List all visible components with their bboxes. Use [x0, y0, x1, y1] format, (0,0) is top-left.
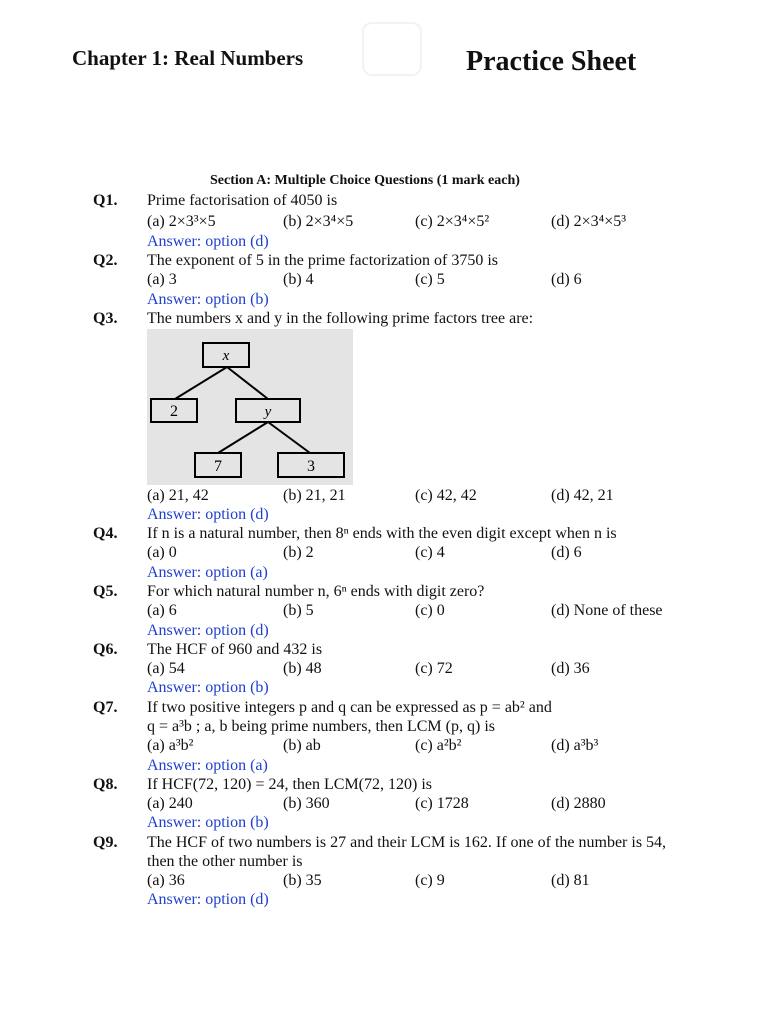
option-a: (a) 36 — [147, 872, 185, 889]
option-d: (d) 6 — [551, 544, 582, 561]
option-a: (a) 0 — [147, 544, 177, 561]
answer: Answer: option (b) — [147, 291, 269, 308]
option-d: (d) 6 — [551, 271, 582, 288]
question-text-line2: then the other number is — [147, 853, 303, 870]
question-text: If two positive integers p and q can be expressed as p = ab² and — [147, 699, 552, 716]
question-text: The HCF of two numbers is 27 and their LCM is 162. If one of the number is 54, — [147, 834, 667, 851]
option-a: (a) 54 — [147, 660, 185, 677]
option-a: (a) 2×3³×5 — [147, 213, 216, 230]
answer: Answer: option (d) — [147, 233, 269, 250]
question-number: Q4. — [93, 525, 118, 542]
question-number: Q7. — [93, 699, 118, 716]
answer: Answer: option (b) — [147, 814, 269, 831]
option-a: (a) a³b² — [147, 737, 194, 754]
question-text: Prime factorisation of 4050 is — [147, 192, 338, 209]
option-b: (b) 48 — [283, 660, 322, 677]
question-text: The numbers x and y in the following prime factors tree are: — [147, 310, 534, 327]
option-b: (b) 21, 21 — [283, 487, 346, 504]
question-number: Q8. — [93, 776, 118, 793]
option-c: (c) 42, 42 — [415, 487, 477, 504]
option-c: (c) 72 — [415, 660, 453, 677]
question-number: Q5. — [93, 583, 118, 600]
question-number: Q9. — [93, 834, 118, 851]
option-c: (c) 4 — [415, 544, 445, 561]
option-c: (c) a²b² — [415, 737, 462, 754]
prime-factor-tree-figure — [147, 329, 353, 485]
question-text: The exponent of 5 in the prime factorization of 3750 is — [147, 252, 499, 269]
option-a: (a) 240 — [147, 795, 193, 812]
option-a: (a) 6 — [147, 602, 177, 619]
tree-label-leaf1: 7 — [214, 458, 222, 475]
option-b: (b) ab — [283, 737, 321, 754]
option-b: (b) 5 — [283, 602, 314, 619]
option-c: (c) 1728 — [415, 795, 469, 812]
option-b: (b) 2×3⁴×5 — [283, 213, 354, 230]
section-title: Section A: Multiple Choice Questions (1 mark each) — [210, 173, 520, 188]
option-c: (c) 9 — [415, 872, 445, 889]
question-text-line2: q = a³b ; a, b being prime numbers, then LCM (p, q) is — [147, 718, 495, 735]
answer: Answer: option (a) — [147, 757, 268, 774]
question-text: For which natural number n, 6ⁿ ends with digit zero? — [147, 583, 485, 600]
tree-label-left: 2 — [170, 403, 178, 420]
question-text: If HCF(72, 120) = 24, then LCM(72, 120) is — [147, 776, 433, 793]
option-d: (d) a³b³ — [551, 737, 599, 754]
option-b: (b) 2 — [283, 544, 314, 561]
question-number: Q2. — [93, 252, 118, 269]
option-c: (c) 0 — [415, 602, 445, 619]
tree-label-root: x — [222, 348, 230, 364]
question-text: The HCF of 960 and 432 is — [147, 641, 323, 658]
option-b: (b) 35 — [283, 872, 322, 889]
answer: Answer: option (d) — [147, 622, 269, 639]
question-text: If n is a natural number, then 8ⁿ ends with the even digit except when n is — [147, 525, 617, 542]
option-d: (d) 2880 — [551, 795, 606, 812]
option-b: (b) 4 — [283, 271, 314, 288]
option-d: (d) 36 — [551, 660, 590, 677]
question-number: Q1. — [93, 192, 118, 209]
option-a: (a) 21, 42 — [147, 487, 209, 504]
chapter-title: Chapter 1: Real Numbers — [72, 46, 304, 70]
faint-logo-watermark — [362, 22, 422, 76]
answer: Answer: option (d) — [147, 506, 269, 523]
option-a: (a) 3 — [147, 271, 177, 288]
option-b: (b) 360 — [283, 795, 330, 812]
option-d: (d) None of these — [551, 602, 663, 619]
answer: Answer: option (a) — [147, 564, 268, 581]
sheet-title: Practice Sheet — [466, 46, 637, 77]
option-d: (d) 42, 21 — [551, 487, 614, 504]
option-d: (d) 81 — [551, 872, 590, 889]
question-number: Q6. — [93, 641, 118, 658]
question-number: Q3. — [93, 310, 118, 327]
option-c: (c) 5 — [415, 271, 445, 288]
answer: Answer: option (b) — [147, 679, 269, 696]
option-c: (c) 2×3⁴×5² — [415, 213, 490, 230]
option-d: (d) 2×3⁴×5³ — [551, 213, 627, 230]
tree-label-leaf2: 3 — [307, 458, 315, 475]
answer: Answer: option (d) — [147, 891, 269, 908]
tree-label-mid: y — [264, 404, 272, 420]
